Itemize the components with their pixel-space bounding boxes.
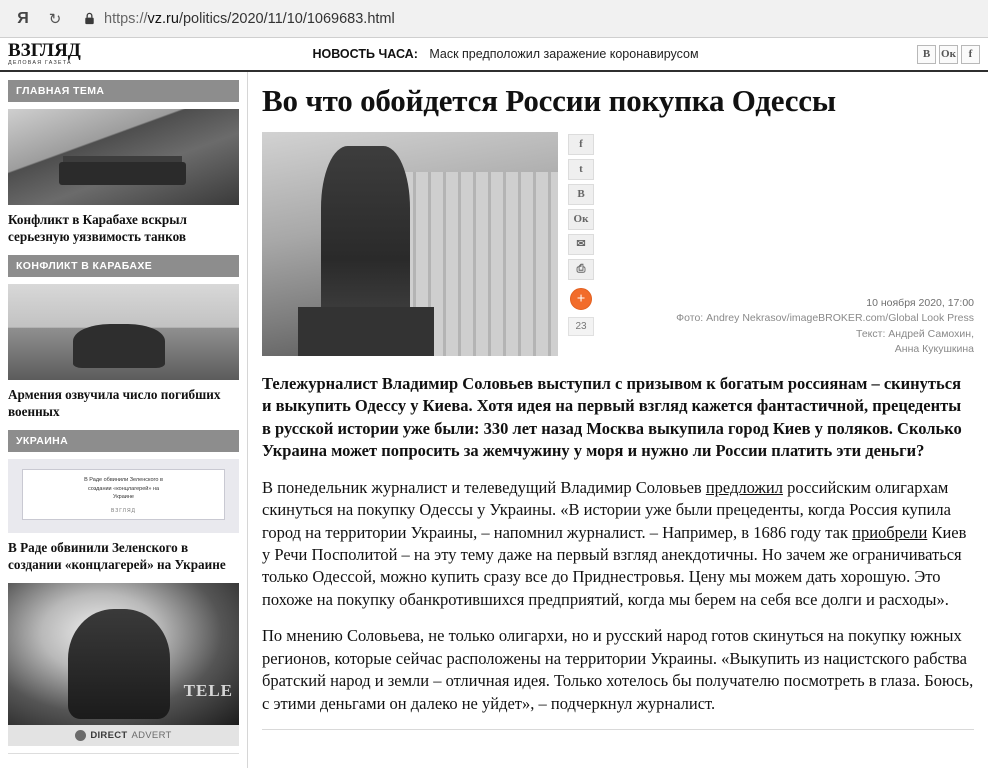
hero-pedestal [298, 307, 434, 356]
vk-icon[interactable]: В [917, 45, 936, 64]
sidebar [0, 72, 248, 768]
sidebar-title-karabakh[interactable]: Армения озвучила число погибших военных [8, 387, 221, 419]
article-hero-image [262, 132, 558, 356]
logo-subtitle: ДЕЛОВАЯ ГАЗЕТА [8, 60, 72, 67]
lock-icon [82, 11, 97, 26]
more-share-icon[interactable]: + [570, 288, 592, 310]
odnoklassniki-share-icon[interactable]: Ок [568, 209, 594, 230]
ad-brand-light: ADVERT [131, 730, 172, 741]
sidebar-block-karabakh [0, 255, 247, 420]
sidebar-block-ukraine [0, 430, 247, 762]
thumb-text-line1: В Раде обвинили Зеленского в [84, 477, 163, 484]
article-date: 10 ноября 2020, 17:00 [866, 297, 974, 310]
ad-divider [8, 753, 239, 762]
sidebar-thumb-tank[interactable] [8, 109, 239, 205]
url-path: /politics/2020/11/10/1069683.html [178, 10, 395, 27]
article-paragraph-2: По мнению Соловьева, не только олигархи, но и русский народ готов скинуться на покупку южных регионов, которые сейчас расположены на территории Украины. «Выкупить из нацистского рабства братский народ и земли – отличная идея. Только хотелось бы получателю посмотреть в глаза. Боюсь, с этими деньгами он далеко не уйдет», – подчеркнул журналист. [262, 626, 974, 713]
url-host: vz.ru [147, 10, 179, 27]
odnoklassniki-icon[interactable]: Ок [939, 45, 958, 64]
sidebar-ad[interactable] [8, 583, 239, 762]
article-media-row [262, 132, 974, 357]
page-body [0, 72, 988, 768]
sidebar-block-main-topic [0, 80, 247, 245]
site-logo[interactable] [8, 41, 94, 66]
share-count-badge: 23 [568, 317, 594, 336]
email-share-icon[interactable]: ✉ [568, 234, 594, 255]
twitter-share-icon[interactable]: t [568, 159, 594, 180]
thumb-text-line2: создании «концлагерей» на [87, 485, 160, 492]
sidebar-title-main-topic[interactable]: Конфликт в Карабахе вскрыл серьезную уязвимость танков [8, 212, 187, 244]
page-title: Во что обойдется России покупка Одессы [262, 83, 836, 118]
article-content [248, 72, 988, 768]
news-hour-headline[interactable]: Маск предположил заражение коронавирусом [429, 47, 699, 61]
photo-credit: Фото: Andrey Nekrasov/imageBROKER.com/Global Look Press [676, 312, 974, 325]
sidebar-heading-ukraine: УКРАИНА [8, 430, 239, 452]
thumb-text-line3: Украине [113, 493, 134, 500]
news-hour-label: НОВОСТЬ ЧАСА: [312, 47, 418, 61]
article-lead: Тележурналист Владимир Соловьев выступил с призывом к богатым россиянам – скинуться и выкупить Одессу у Киева. Хотя идея на первый взгляд кажется фантастичной, прецеденты в русской истории уже были: 330 лет назад Москва выкупила город Киев у поляков. Сколько Украина может попросить за жемчужину у моря и нужно ли России платить эти деньги? [262, 373, 962, 461]
address-bar[interactable] [82, 6, 978, 32]
share-column [568, 132, 594, 336]
content-divider [262, 729, 974, 740]
sidebar-heading-karabakh: КОНФЛИКТ В КАРАБАХЕ [8, 255, 239, 277]
directadvert-icon [75, 730, 86, 741]
header-social-links [917, 45, 980, 64]
url-scheme: https:// [104, 10, 148, 27]
vk-share-icon[interactable]: В [568, 184, 594, 205]
url-text [104, 11, 395, 27]
sidebar-thumb-screenshot-inner [22, 469, 225, 519]
sidebar-heading-main-topic: ГЛАВНАЯ ТЕМА [8, 80, 239, 102]
text-credit-author2: Анна Кукушкина [894, 342, 974, 355]
paragraph-1-part-1: В понедельник журналист и телеведущий Владимир Соловьев [262, 477, 706, 497]
sidebar-thumb-soldier[interactable] [8, 284, 239, 380]
logo-title: ВЗГЛЯД [8, 40, 81, 62]
inline-link-predlozhil[interactable]: предложил [705, 477, 783, 497]
site-header [0, 38, 988, 72]
ad-image[interactable] [8, 583, 239, 725]
paragraph-1-part-2: российским олигархам скинуться на покупку Одессы у Украины. «В истории уже были прецеденты, когда Россия купила город на территории Украины, – напомнил журналист. – Например, в 1686 году так [262, 477, 951, 542]
article-paragraph-1 [262, 477, 974, 612]
article-credits [604, 132, 974, 357]
thumb-signature: ВЗГЛЯД [111, 508, 136, 515]
yandex-icon[interactable]: Я [17, 9, 29, 27]
ad-overlay-text: TELE [183, 681, 233, 700]
reload-icon[interactable]: ↻ [48, 10, 62, 28]
ad-brand-bold: DIRECT [90, 730, 128, 741]
print-icon[interactable]: ⎙ [568, 259, 594, 280]
news-of-the-hour[interactable] [94, 47, 917, 61]
ad-brand-bar[interactable] [8, 725, 239, 746]
paragraph-1-part-3: Киев у Речи Посполитой – на эту тему даже на первый взгляд анекдотичны. Но зачем же ограничиваться только Одессой, можно купить сразу все до Приднестровья. Цену мы можем дать хорошую. Это похоже на покупку обанкротившихся предприятий, когда мы берем на себя все долги и расходы». [262, 522, 967, 609]
inline-link-priobreli[interactable]: приобрели [852, 522, 928, 542]
text-credit-author1: Текст: Андрей Самохин, [856, 327, 974, 340]
browser-toolbar [0, 0, 988, 38]
sidebar-title-ukraine[interactable]: В Раде обвинили Зеленского в создании «концлагерей» на Украине [8, 540, 226, 572]
facebook-share-icon[interactable]: f [568, 134, 594, 155]
facebook-icon[interactable]: f [961, 45, 980, 64]
sidebar-thumb-screenshot[interactable] [8, 459, 239, 533]
